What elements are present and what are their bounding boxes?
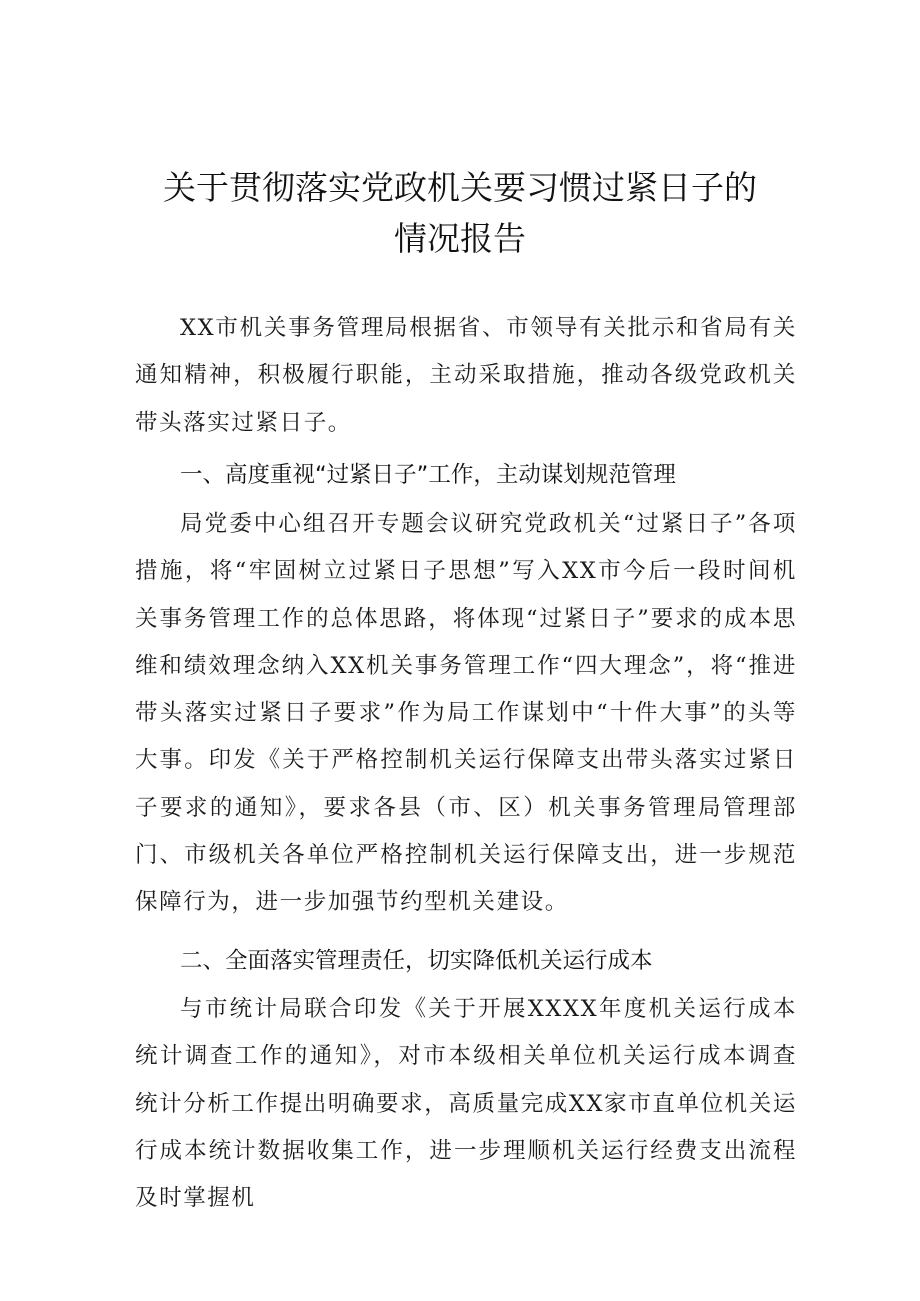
section-1-paragraph: 局党委中心组召开专题会议研究党政机关“过紧日子”各项措施，将“牢固树立过紧日子思想”写入XX市今后一段时间机关事务管理工作的总体思路，将体现“过紧日子”要求的成本思维和绩效理念纳入XX机关事务管理工作“四大理念”，将“推进带头落实过紧日子要求”作为局工作谋划中“十件大事”的头等大事。印发《关于严格控制机关运行保障支出带头落实过紧日子要求的通知》，要求各县（市、区）机关事务管理局管理部门、市级机关各单位严格控制机关运行保障支出，进一步规范保障行为，进一步加强节约型机关建设。	[135, 511, 797, 916]
document-title-line-1: 关于贯彻落实党政机关要习惯过紧日子的	[163, 168, 757, 207]
document-title-line-2: 情况报告	[394, 219, 526, 258]
intro-paragraph: XX市机关事务管理局根据省、市领导有关批示和省局有关通知精神，积极履行职能，主动采取措施，推动各级党政机关带头落实过紧日子。	[135, 315, 797, 436]
section-2-paragraph: 与市统计局联合印发《关于开展XXXX年度机关运行成本统计调查工作的通知》，对市本级相关单位机关运行成本调查统计分析工作提出明确要求，高质量完成XX家市直单位机关运行成本统计数据收集工作，进一步理顺机关运行经费支出流程及时掌握机	[135, 996, 797, 1212]
section-2-heading: 二、全面落实管理责任，切实降低机关运行成本	[180, 948, 653, 974]
section-1-heading: 一、高度重视“过紧日子”工作，主动谋划规范管理	[180, 462, 676, 488]
